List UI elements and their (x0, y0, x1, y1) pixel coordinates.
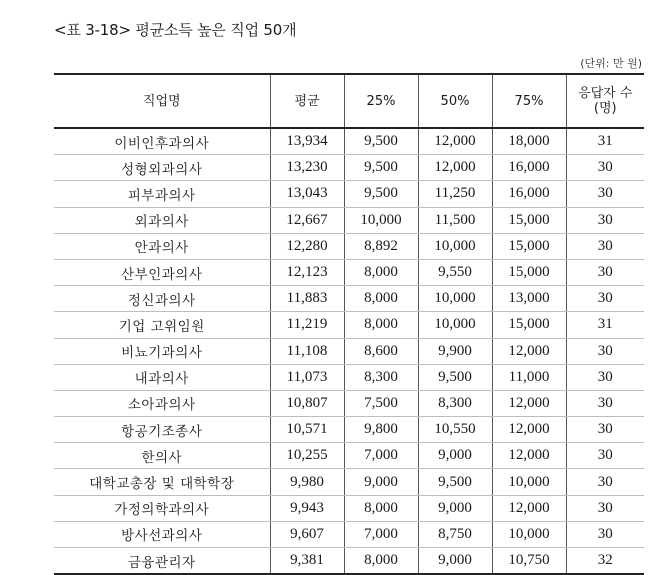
cell-average: 13,934 (270, 128, 344, 155)
header-p75: 75% (492, 74, 566, 128)
cell-p25: 9,500 (344, 155, 418, 181)
table-row (54, 338, 644, 364)
unit-note: (단위: 만 원) (580, 57, 642, 70)
cell-p50: 12,000 (418, 128, 492, 155)
cell-respondents: 30 (566, 181, 644, 207)
table-row (54, 259, 644, 285)
cell-p25: 8,892 (344, 233, 418, 259)
cell-respondents: 32 (566, 548, 644, 575)
cell-average: 11,883 (270, 286, 344, 312)
cell-average: 9,943 (270, 495, 344, 521)
cell-average: 10,255 (270, 443, 344, 469)
cell-respondents: 30 (566, 207, 644, 233)
cell-p25: 9,000 (344, 469, 418, 495)
cell-job: 금융관리자 (54, 548, 270, 575)
header-average: 평균 (270, 74, 344, 128)
cell-average: 9,980 (270, 469, 344, 495)
cell-p25: 8,000 (344, 286, 418, 312)
table-body (54, 128, 644, 574)
table-row (54, 417, 644, 443)
cell-p25: 9,500 (344, 181, 418, 207)
table-row (54, 312, 644, 338)
table-row (54, 521, 644, 547)
cell-respondents: 31 (566, 312, 644, 338)
cell-job: 안과의사 (54, 233, 270, 259)
cell-p50: 11,250 (418, 181, 492, 207)
table-row (54, 181, 644, 207)
cell-average: 9,381 (270, 548, 344, 575)
cell-p25: 8,000 (344, 312, 418, 338)
cell-p50: 9,000 (418, 495, 492, 521)
cell-average: 10,807 (270, 390, 344, 416)
table-row (54, 155, 644, 181)
cell-p50: 8,300 (418, 390, 492, 416)
cell-respondents: 31 (566, 128, 644, 155)
cell-respondents: 30 (566, 417, 644, 443)
cell-p75: 12,000 (492, 417, 566, 443)
cell-p75: 15,000 (492, 233, 566, 259)
table-caption: <표 3-18> 평균소득 높은 직업 50개 (54, 21, 297, 39)
cell-p75: 10,000 (492, 521, 566, 547)
cell-job: 대학교총장 및 대학학장 (54, 469, 270, 495)
cell-p50: 9,900 (418, 338, 492, 364)
header-respondents: 응답자 수 (명) (566, 74, 644, 128)
cell-job: 비뇨기과의사 (54, 338, 270, 364)
cell-average: 10,571 (270, 417, 344, 443)
cell-respondents: 30 (566, 364, 644, 390)
table-row (54, 548, 644, 575)
cell-job: 성형외과의사 (54, 155, 270, 181)
cell-p50: 9,500 (418, 364, 492, 390)
cell-respondents: 30 (566, 521, 644, 547)
cell-respondents: 30 (566, 443, 644, 469)
cell-p75: 11,000 (492, 364, 566, 390)
cell-p25: 8,000 (344, 495, 418, 521)
table-row (54, 364, 644, 390)
cell-job: 피부과의사 (54, 181, 270, 207)
cell-p75: 15,000 (492, 259, 566, 285)
cell-job: 기업 고위임원 (54, 312, 270, 338)
cell-p75: 10,750 (492, 548, 566, 575)
cell-job: 산부인과의사 (54, 259, 270, 285)
cell-p25: 8,000 (344, 548, 418, 575)
income-table (54, 73, 644, 575)
cell-p50: 12,000 (418, 155, 492, 181)
cell-p50: 8,750 (418, 521, 492, 547)
table-row (54, 443, 644, 469)
table-row (54, 390, 644, 416)
cell-respondents: 30 (566, 233, 644, 259)
cell-job: 방사선과의사 (54, 521, 270, 547)
cell-p75: 10,000 (492, 469, 566, 495)
cell-p75: 16,000 (492, 181, 566, 207)
cell-p25: 8,300 (344, 364, 418, 390)
table-row (54, 469, 644, 495)
cell-job: 정신과의사 (54, 286, 270, 312)
cell-average: 9,607 (270, 521, 344, 547)
cell-p25: 8,000 (344, 259, 418, 285)
cell-average: 11,073 (270, 364, 344, 390)
table-row (54, 207, 644, 233)
cell-p50: 9,000 (418, 548, 492, 575)
cell-average: 11,219 (270, 312, 344, 338)
cell-p75: 12,000 (492, 338, 566, 364)
cell-respondents: 30 (566, 155, 644, 181)
cell-average: 12,123 (270, 259, 344, 285)
cell-p75: 15,000 (492, 312, 566, 338)
cell-p75: 13,000 (492, 286, 566, 312)
cell-respondents: 30 (566, 469, 644, 495)
table-row (54, 128, 644, 155)
cell-job: 외과의사 (54, 207, 270, 233)
cell-p75: 15,000 (492, 207, 566, 233)
cell-p50: 9,500 (418, 469, 492, 495)
cell-p25: 9,500 (344, 128, 418, 155)
cell-average: 13,043 (270, 181, 344, 207)
cell-average: 12,667 (270, 207, 344, 233)
header-row (54, 74, 644, 128)
cell-respondents: 30 (566, 338, 644, 364)
cell-job: 이비인후과의사 (54, 128, 270, 155)
cell-p50: 10,550 (418, 417, 492, 443)
cell-job: 내과의사 (54, 364, 270, 390)
cell-respondents: 30 (566, 495, 644, 521)
table-row (54, 233, 644, 259)
cell-p50: 9,000 (418, 443, 492, 469)
cell-p25: 7,500 (344, 390, 418, 416)
cell-p50: 10,000 (418, 286, 492, 312)
cell-p25: 7,000 (344, 443, 418, 469)
table-row (54, 495, 644, 521)
cell-job: 가정의학과의사 (54, 495, 270, 521)
cell-p25: 8,600 (344, 338, 418, 364)
cell-average: 11,108 (270, 338, 344, 364)
cell-job: 한의사 (54, 443, 270, 469)
cell-average: 12,280 (270, 233, 344, 259)
cell-p75: 12,000 (492, 443, 566, 469)
cell-average: 13,230 (270, 155, 344, 181)
header-p50: 50% (418, 74, 492, 128)
cell-p75: 18,000 (492, 128, 566, 155)
cell-p50: 10,000 (418, 233, 492, 259)
cell-p75: 12,000 (492, 390, 566, 416)
cell-job: 소아과의사 (54, 390, 270, 416)
cell-respondents: 30 (566, 286, 644, 312)
table-row (54, 286, 644, 312)
cell-p75: 12,000 (492, 495, 566, 521)
cell-respondents: 30 (566, 259, 644, 285)
cell-p25: 9,800 (344, 417, 418, 443)
cell-respondents: 30 (566, 390, 644, 416)
cell-p50: 11,500 (418, 207, 492, 233)
cell-p25: 10,000 (344, 207, 418, 233)
cell-p50: 10,000 (418, 312, 492, 338)
cell-p50: 9,550 (418, 259, 492, 285)
header-p25: 25% (344, 74, 418, 128)
cell-job: 항공기조종사 (54, 417, 270, 443)
header-job: 직업명 (54, 74, 270, 128)
cell-p25: 7,000 (344, 521, 418, 547)
cell-p75: 16,000 (492, 155, 566, 181)
